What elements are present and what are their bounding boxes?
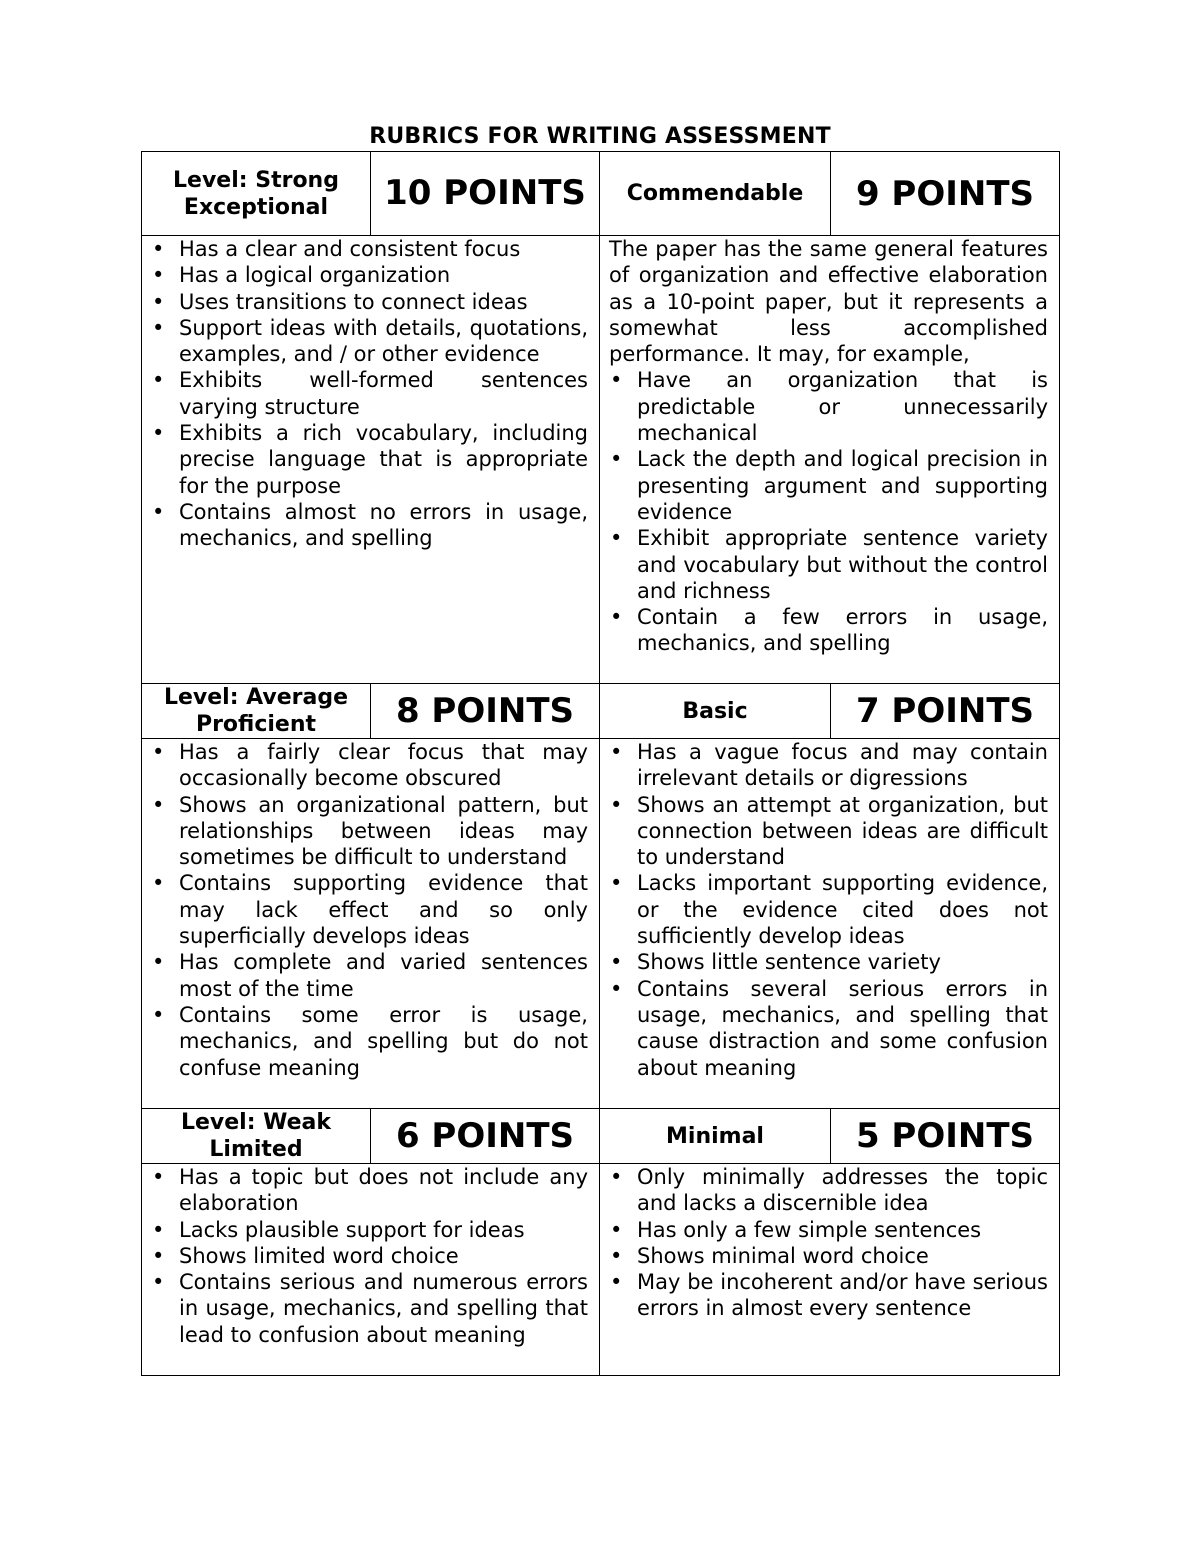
- criteria-list: [609, 367, 1048, 656]
- criterion-item: • Has only a few simple sentences: [609, 1217, 1048, 1243]
- level-label: Basic: [600, 684, 831, 739]
- criterion-item: • Exhibits well-formed sentences varying structure: [151, 367, 588, 420]
- criterion-item: • Only minimally addresses the topic and lacks a discernible idea: [609, 1164, 1048, 1217]
- criterion-item: • Has a topic but does not include any elaboration: [151, 1164, 588, 1217]
- points-label: 7 POINTS: [831, 684, 1060, 739]
- level-header-row: [142, 1109, 1060, 1164]
- level-label: Level: Strong Exceptional: [142, 152, 371, 236]
- points-label: 6 POINTS: [371, 1109, 600, 1164]
- level-header-row: [142, 684, 1060, 739]
- criterion-item: • Support ideas with details, quotations, examples, and / or other evidence: [151, 315, 588, 368]
- points-label: 5 POINTS: [831, 1109, 1060, 1164]
- criteria-list: [151, 236, 588, 552]
- rubric-table: [141, 151, 1060, 1376]
- criteria-cell: [600, 1164, 1060, 1376]
- level-label: Level: Weak Limited: [142, 1109, 371, 1164]
- criterion-item: • Contain a few errors in usage, mechanics, and spelling: [609, 604, 1048, 657]
- criterion-item: • Lacks plausible support for ideas: [151, 1217, 588, 1243]
- criteria-row: [142, 739, 1060, 1109]
- points-label: 10 POINTS: [371, 152, 600, 236]
- criteria-cell: [600, 236, 1060, 684]
- level-header-row: [142, 152, 1060, 236]
- criterion-item: • Lack the depth and logical precision in presenting argument and supporting evidence: [609, 446, 1048, 525]
- criteria-list: [609, 739, 1048, 1081]
- criterion-item: • Shows an attempt at organization, but connection between ideas are difficult to understand: [609, 792, 1048, 871]
- criterion-item: • Shows little sentence variety: [609, 949, 1048, 975]
- criteria-row: [142, 236, 1060, 684]
- points-label: 9 POINTS: [831, 152, 1060, 236]
- criterion-item: • Shows an organizational pattern, but relationships between ideas may sometimes be difficult to understand: [151, 792, 588, 871]
- points-label: 8 POINTS: [371, 684, 600, 739]
- criterion-item: • Contains some error is usage, mechanics, and spelling but do not confuse meaning: [151, 1002, 588, 1081]
- criterion-item: • Has a vague focus and may contain irrelevant details or digressions: [609, 739, 1048, 792]
- criterion-item: • Lacks important supporting evidence, or the evidence cited does not sufficiently develop ideas: [609, 870, 1048, 949]
- criteria-cell: [142, 1164, 600, 1376]
- criteria-list: [609, 1164, 1048, 1322]
- criterion-item: • Exhibit appropriate sentence variety and vocabulary but without the control and richness: [609, 525, 1048, 604]
- criterion-item: • Has a clear and consistent focus: [151, 236, 588, 262]
- criterion-item: • Has a logical organization: [151, 262, 588, 288]
- criterion-item: • Exhibits a rich vocabulary, including precise language that is appropriate for the purpose: [151, 420, 588, 499]
- criterion-item: • May be incoherent and/or have serious errors in almost every sentence: [609, 1269, 1048, 1322]
- criteria-row: [142, 1164, 1060, 1376]
- criterion-item: • Contains several serious errors in usage, mechanics, and spelling that cause distraction and some confusion about meaning: [609, 976, 1048, 1081]
- criteria-intro: The paper has the same general features of organization and effective elaboration as a 10-point paper, but it represents a somewhat less accomplished performance. It may, for example,: [609, 237, 1048, 367]
- level-label: Level: Average Proficient: [142, 684, 371, 739]
- criteria-list: [151, 1164, 588, 1348]
- criterion-item: • Shows limited word choice: [151, 1243, 588, 1269]
- criteria-cell: [142, 236, 600, 684]
- page-title: RUBRICS FOR WRITING ASSESSMENT: [369, 124, 831, 149]
- criterion-item: • Has a fairly clear focus that may occasionally become obscured: [151, 739, 588, 792]
- criterion-item: • Has complete and varied sentences most of the time: [151, 949, 588, 1002]
- criteria-cell: [142, 739, 600, 1109]
- criterion-item: • Contains almost no errors in usage, mechanics, and spelling: [151, 499, 588, 552]
- criterion-item: • Shows minimal word choice: [609, 1243, 1048, 1269]
- criterion-item: • Contains supporting evidence that may lack effect and so only superficially develops ideas: [151, 870, 588, 949]
- criteria-cell: [600, 739, 1060, 1109]
- criterion-item: • Contains serious and numerous errors in usage, mechanics, and spelling that lead to confusion about meaning: [151, 1269, 588, 1348]
- level-label: Commendable: [600, 152, 831, 236]
- criterion-item: • Uses transitions to connect ideas: [151, 289, 588, 315]
- criteria-list: [151, 739, 588, 1081]
- criterion-item: • Have an organization that is predictable or unnecessarily mechanical: [609, 367, 1048, 446]
- level-label: Minimal: [600, 1109, 831, 1164]
